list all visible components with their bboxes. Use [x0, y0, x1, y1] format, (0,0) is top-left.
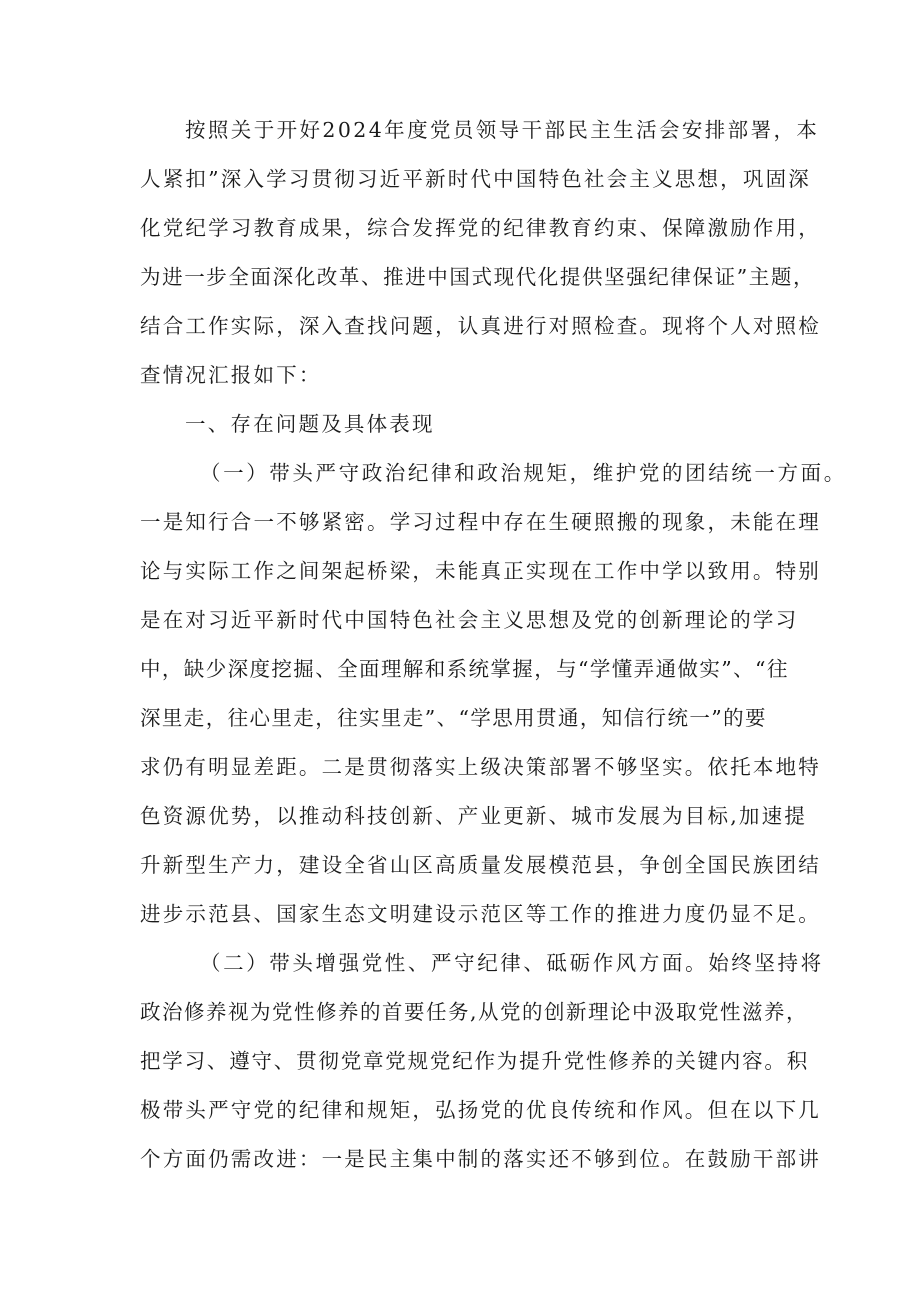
text-line: 结合工作实际，深入查找问题，认真进行对照检查。现将个人对照检 [140, 314, 821, 338]
text-line: 极带头严守党的纪律和规矩，弘扬党的优良传统和作风。但在以下几 [140, 1098, 821, 1122]
text-line: 为进一步全面深化改革、推进中国式现代化提供坚强纪律保证”主题， [140, 265, 816, 289]
text-line: 深里走，往心里走，往实里走”、“学思用贯通，知信行统一”的要 [140, 706, 767, 730]
subsection-heading: （一）带头严守政治纪律和政治规矩，维护党的团结统一方面。 [200, 461, 847, 485]
text-line: 进步示范县、国家生态文明建设示范区等工作的推进力度仍显不足。 [140, 902, 821, 926]
text-line: 把学习、遵守、贯彻党章党规党纪作为提升党性修养的关键内容。积 [140, 1049, 809, 1073]
text-line: 化党纪学习教育成果，综合发挥党的纪律教育约束、保障激励作用， [140, 216, 821, 240]
text-line: 按照关于开好2024年度党员领导干部民主生活会安排部署，本 [185, 118, 820, 142]
text-line: 政治修养视为党性修养的首要任务,从党的创新理论中汲取党性滋养， [140, 1000, 809, 1024]
section-heading: 一、存在问题及具体表现 [185, 412, 435, 436]
subsection-heading: （二）带头增强党性、严守纪律、砥砺作风方面。始终坚持将 [200, 951, 824, 975]
text-line: 论与实际工作之间架起桥梁，未能真正实现在工作中学以致用。特别 [140, 559, 821, 583]
text-line: 是在对习近平新时代中国特色社会主义思想及党的创新理论的学习 [140, 608, 799, 632]
text-line: 个方面仍需改进：一是民主集中制的落实还不够到位。在鼓励干部讲 [140, 1147, 821, 1171]
text-line: 升新型生产力，建设全省山区高质量发展模范县，争创全国民族团结 [140, 853, 821, 877]
text-line: 色资源优势，以推动科技创新、产业更新、城市发展为目标,加速提 [140, 804, 808, 828]
text-line: 中，缺少深度挖掘、全面理解和系统掌握，与“学懂弄通做实”、“往 [140, 657, 789, 681]
text-line: 求仍有明显差距。二是贯彻落实上级决策部署不够坚实。依托本地特 [140, 755, 821, 779]
text-line: 查情况汇报如下： [140, 363, 322, 387]
text-line: 一是知行合一不够紧密。学习过程中存在生硬照搬的现象，未能在理 [140, 510, 821, 534]
text-line: 人紧扣”深入学习贯彻习近平新时代中国特色社会主义思想，巩固深 [140, 167, 811, 191]
